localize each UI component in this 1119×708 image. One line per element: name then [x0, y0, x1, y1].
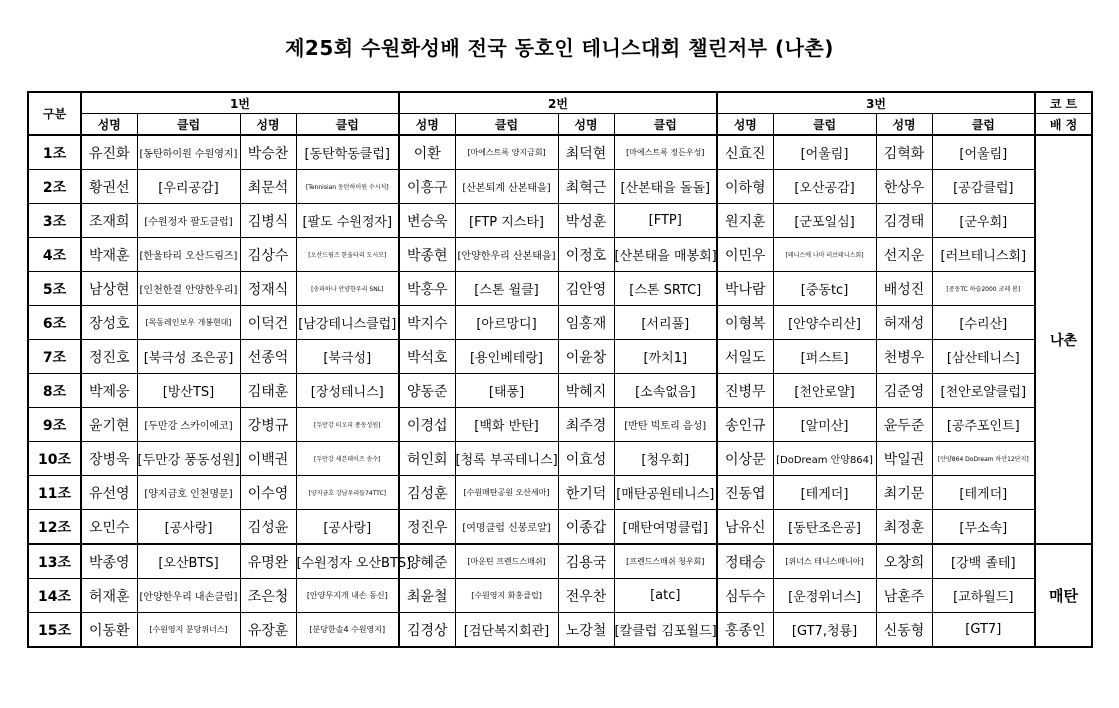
player-name: 박제웅	[81, 374, 137, 408]
player-club: [산본퇴계 산본태을]	[455, 170, 558, 204]
player-club: [백화 반탄]	[455, 408, 558, 442]
table-row	[28, 204, 1092, 238]
section-header-1: 1번	[81, 92, 399, 114]
group-header: 구분	[28, 92, 81, 135]
player-club: [테게더]	[773, 476, 876, 510]
player-club: [안양864 DoDream 하안12단지]	[932, 442, 1035, 476]
name-header: 성명	[558, 114, 614, 136]
player-name: 진병무	[717, 374, 773, 408]
player-name: 김용국	[558, 544, 614, 579]
court-header-bottom: 배 정	[1035, 114, 1092, 136]
player-name: 박지수	[399, 306, 455, 340]
player-club: [어울림]	[773, 135, 876, 170]
player-club: [용인베테랑]	[455, 340, 558, 374]
group-cell: 2조	[28, 170, 81, 204]
player-club: [동탄학동클럽]	[296, 135, 399, 170]
player-club: [공사랑]	[137, 510, 240, 545]
player-club: [천안로얄]	[773, 374, 876, 408]
player-name: 조재희	[81, 204, 137, 238]
player-name: 전우찬	[558, 579, 614, 613]
player-club: [두만강 풍동성원]	[137, 442, 240, 476]
player-club: [팔도 수원정자]	[296, 204, 399, 238]
player-name: 윤두준	[876, 408, 932, 442]
player-club: [매탄여명클럽]	[614, 510, 717, 545]
player-club: [수원매탄공원 오산세마]	[455, 476, 558, 510]
player-club: [스톤 윌클]	[455, 272, 558, 306]
player-club: [공사랑]	[296, 510, 399, 545]
player-club: [삼산테니스]	[932, 340, 1035, 374]
player-name: 이민우	[717, 238, 773, 272]
player-name: 천병우	[876, 340, 932, 374]
player-name: 조은청	[240, 579, 296, 613]
player-name: 정진호	[81, 340, 137, 374]
player-club: [GT7]	[932, 613, 1035, 648]
player-club: [천안로얄클럽]	[932, 374, 1035, 408]
group-cell: 13조	[28, 544, 81, 579]
table-row	[28, 510, 1092, 545]
player-name: 허재성	[876, 306, 932, 340]
player-name: 박혜지	[558, 374, 614, 408]
player-name: 김상수	[240, 238, 296, 272]
player-name: 장성호	[81, 306, 137, 340]
player-club: [마에스트록 정든우성]	[614, 135, 717, 170]
player-name: 이흥구	[399, 170, 455, 204]
player-club: [반탄 빅토리 음성]	[614, 408, 717, 442]
player-name: 노강철	[558, 613, 614, 648]
table-row	[28, 442, 1092, 476]
player-name: 심두수	[717, 579, 773, 613]
player-name: 서일도	[717, 340, 773, 374]
group-cell: 6조	[28, 306, 81, 340]
player-club: [오산드림즈 한울타리 도시모]	[296, 238, 399, 272]
table-row	[28, 613, 1092, 648]
name-header: 성명	[876, 114, 932, 136]
player-name: 김태훈	[240, 374, 296, 408]
player-club: [칼클럽 김포월드]	[614, 613, 717, 648]
player-club: [퍼스트]	[773, 340, 876, 374]
player-name: 이백권	[240, 442, 296, 476]
group-cell: 4조	[28, 238, 81, 272]
player-name: 임홍재	[558, 306, 614, 340]
group-cell: 12조	[28, 510, 81, 545]
club-header: 클럽	[455, 114, 558, 136]
player-club: [두만강 스카이에코]	[137, 408, 240, 442]
player-name: 유진화	[81, 135, 137, 170]
player-name: 장병욱	[81, 442, 137, 476]
player-club: [서리풀]	[614, 306, 717, 340]
group-cell: 14조	[28, 579, 81, 613]
player-name: 김안영	[558, 272, 614, 306]
table-row	[28, 408, 1092, 442]
player-name: 김경상	[399, 613, 455, 648]
player-name: 최윤철	[399, 579, 455, 613]
player-name: 최기문	[876, 476, 932, 510]
player-club: [북극성]	[296, 340, 399, 374]
player-club: [운정위너스]	[773, 579, 876, 613]
player-name: 박홍우	[399, 272, 455, 306]
section-header-2: 2번	[399, 92, 717, 114]
player-name: 오창희	[876, 544, 932, 579]
player-club: [송파하나 안양한우리 SNL]	[296, 272, 399, 306]
player-club: [군우회]	[932, 204, 1035, 238]
player-name: 박승찬	[240, 135, 296, 170]
name-header: 성명	[240, 114, 296, 136]
player-name: 이하형	[717, 170, 773, 204]
table-row	[28, 170, 1092, 204]
player-club: [방산TS]	[137, 374, 240, 408]
table-row	[28, 272, 1092, 306]
player-club: [검단복지회관]	[455, 613, 558, 648]
player-club: [오산BTS]	[137, 544, 240, 579]
player-club: [두만강 세븐데이즈 송수]	[296, 442, 399, 476]
player-name: 김병식	[240, 204, 296, 238]
player-name: 유장훈	[240, 613, 296, 648]
table-row	[28, 306, 1092, 340]
player-club: [교하월드]	[932, 579, 1035, 613]
player-name: 박일권	[876, 442, 932, 476]
player-club: [목동레인보우 개봉현대]	[137, 306, 240, 340]
player-name: 한기덕	[558, 476, 614, 510]
club-header: 클럽	[614, 114, 717, 136]
player-club: [동탄하이원 수원영지]	[137, 135, 240, 170]
player-name: 이환	[399, 135, 455, 170]
player-club: [오산공감]	[773, 170, 876, 204]
player-club: [위너스 테니스매니아]	[773, 544, 876, 579]
player-club: [수원영지 분당위너스]	[137, 613, 240, 648]
player-club: [알미산]	[773, 408, 876, 442]
player-club: [장성테니스]	[296, 374, 399, 408]
player-name: 이수영	[240, 476, 296, 510]
player-club: [강백 졸테]	[932, 544, 1035, 579]
player-club: [우리공감]	[137, 170, 240, 204]
player-club: [청우회]	[614, 442, 717, 476]
group-cell: 9조	[28, 408, 81, 442]
player-club: [동탄조은공]	[773, 510, 876, 545]
player-club: [여명클럽 신봉로얄]	[455, 510, 558, 545]
player-name: 홍종인	[717, 613, 773, 648]
player-name: 박석호	[399, 340, 455, 374]
player-name: 양혜준	[399, 544, 455, 579]
court-cell: 매탄	[1035, 544, 1092, 647]
player-name: 황권선	[81, 170, 137, 204]
player-club: [안양한우리 내손클럽]	[137, 579, 240, 613]
player-club: [마에스트록 양지금회]	[455, 135, 558, 170]
player-name: 김성훈	[399, 476, 455, 510]
group-cell: 10조	[28, 442, 81, 476]
player-club: [중동tc]	[773, 272, 876, 306]
club-header: 클럽	[773, 114, 876, 136]
player-name: 윤기현	[81, 408, 137, 442]
player-name: 최혁근	[558, 170, 614, 204]
player-club: [마운틴 프렌드스매쉬]	[455, 544, 558, 579]
player-name: 진동엽	[717, 476, 773, 510]
player-name: 정진우	[399, 510, 455, 545]
player-name: 김혁화	[876, 135, 932, 170]
name-header: 성명	[717, 114, 773, 136]
player-name: 이종갑	[558, 510, 614, 545]
group-cell: 15조	[28, 613, 81, 648]
player-name: 최정훈	[876, 510, 932, 545]
group-cell: 7조	[28, 340, 81, 374]
player-club: [두만강 티오피 풍동성원]	[296, 408, 399, 442]
player-name: 김성윤	[240, 510, 296, 545]
player-name: 선종억	[240, 340, 296, 374]
player-club: [안양수리산]	[773, 306, 876, 340]
player-club: [테니스에 나마 러브테니스회]	[773, 238, 876, 272]
player-club: [양지금호 인천명문]	[137, 476, 240, 510]
player-name: 원지훈	[717, 204, 773, 238]
player-name: 배성진	[876, 272, 932, 306]
name-header: 성명	[81, 114, 137, 136]
player-club: [Tennisian 동탄하이원 수시석]	[296, 170, 399, 204]
player-club: [FTP]	[614, 204, 717, 238]
player-club: [러브테니스회]	[932, 238, 1035, 272]
player-name: 이정호	[558, 238, 614, 272]
player-club: [남강테니스클럽]	[296, 306, 399, 340]
player-name: 이윤창	[558, 340, 614, 374]
player-name: 박재훈	[81, 238, 137, 272]
table-row	[28, 374, 1092, 408]
player-name: 남상현	[81, 272, 137, 306]
player-name: 한상우	[876, 170, 932, 204]
player-name: 최주경	[558, 408, 614, 442]
player-name: 이덕건	[240, 306, 296, 340]
player-name: 유선영	[81, 476, 137, 510]
player-club: [태풍]	[455, 374, 558, 408]
section-header-3: 3번	[717, 92, 1035, 114]
player-club: [atc]	[614, 579, 717, 613]
player-club: [중동TC 하슬2000 코레 봄]	[932, 272, 1035, 306]
player-name: 남훈주	[876, 579, 932, 613]
player-club: [스톤 SRTC]	[614, 272, 717, 306]
table-row	[28, 544, 1092, 579]
player-club: [DoDream 안양864]	[773, 442, 876, 476]
player-name: 유명완	[240, 544, 296, 579]
player-club: [아르망디]	[455, 306, 558, 340]
player-club: [소속없음]	[614, 374, 717, 408]
player-name: 신효진	[717, 135, 773, 170]
bracket-table	[27, 91, 1093, 648]
player-name: 김경태	[876, 204, 932, 238]
group-cell: 3조	[28, 204, 81, 238]
group-cell: 1조	[28, 135, 81, 170]
player-club: [어울림]	[932, 135, 1035, 170]
player-name: 강병규	[240, 408, 296, 442]
court-header-top: 코 트	[1035, 92, 1092, 114]
player-club: [FTP 지스타]	[455, 204, 558, 238]
club-header: 클럽	[296, 114, 399, 136]
player-name: 정재식	[240, 272, 296, 306]
player-club: [무소속]	[932, 510, 1035, 545]
player-club: [GT7,청룡]	[773, 613, 876, 648]
group-cell: 5조	[28, 272, 81, 306]
player-club: [산본태을 매봉회]	[614, 238, 717, 272]
table-row	[28, 340, 1092, 374]
player-name: 선지운	[876, 238, 932, 272]
player-name: 양동준	[399, 374, 455, 408]
player-name: 허인회	[399, 442, 455, 476]
player-name: 이경섭	[399, 408, 455, 442]
player-club: [한울타리 오산드림즈]	[137, 238, 240, 272]
player-name: 박성훈	[558, 204, 614, 238]
player-name: 변승욱	[399, 204, 455, 238]
player-name: 이형복	[717, 306, 773, 340]
player-name: 최덕현	[558, 135, 614, 170]
player-club: [공감클럽]	[932, 170, 1035, 204]
player-club: [까치1]	[614, 340, 717, 374]
player-club: [수원정자 팔도클럽]	[137, 204, 240, 238]
player-club: [양지금호 강남우리들74TTC]	[296, 476, 399, 510]
player-name: 박종영	[81, 544, 137, 579]
player-club: [공주포인트]	[932, 408, 1035, 442]
player-club: [청록 부곡테니스]	[455, 442, 558, 476]
group-cell: 8조	[28, 374, 81, 408]
player-club: [테게더]	[932, 476, 1035, 510]
player-club: [분당한솔4 수원영지]	[296, 613, 399, 648]
club-header: 클럽	[932, 114, 1035, 136]
player-club: [수리산]	[932, 306, 1035, 340]
player-name: 이상문	[717, 442, 773, 476]
player-name: 허재훈	[81, 579, 137, 613]
table-row	[28, 238, 1092, 272]
group-cell: 11조	[28, 476, 81, 510]
player-name: 박나람	[717, 272, 773, 306]
player-club: [북극성 조은공]	[137, 340, 240, 374]
player-club: [프렌드스매쉬 청우회]	[614, 544, 717, 579]
table-row	[28, 579, 1092, 613]
player-club: [인천한결 안양한우리]	[137, 272, 240, 306]
player-name: 박종현	[399, 238, 455, 272]
player-club: [수원정자 오산BTS]	[296, 544, 399, 579]
player-club: [안양한우리 산본태을]	[455, 238, 558, 272]
player-name: 이효성	[558, 442, 614, 476]
player-club: [안양무지개 내손 동신]	[296, 579, 399, 613]
player-club: [산본태을 돌돌]	[614, 170, 717, 204]
table-row	[28, 476, 1092, 510]
player-club: [매탄공원테니스]	[614, 476, 717, 510]
court-cell: 나촌	[1035, 135, 1092, 544]
player-club: [군포일심]	[773, 204, 876, 238]
player-name: 신동형	[876, 613, 932, 648]
player-name: 정태승	[717, 544, 773, 579]
player-name: 김준영	[876, 374, 932, 408]
name-header: 성명	[399, 114, 455, 136]
club-header: 클럽	[137, 114, 240, 136]
player-name: 송인규	[717, 408, 773, 442]
player-name: 남유신	[717, 510, 773, 545]
table-row	[28, 135, 1092, 170]
player-club: [수원영지 화홍클럽]	[455, 579, 558, 613]
player-name: 최문석	[240, 170, 296, 204]
player-name: 이동환	[81, 613, 137, 648]
page-title: 제25회 수원화성배 전국 동호인 테니스대회 챌린저부 (나촌)	[285, 36, 834, 60]
player-name: 오민수	[81, 510, 137, 545]
